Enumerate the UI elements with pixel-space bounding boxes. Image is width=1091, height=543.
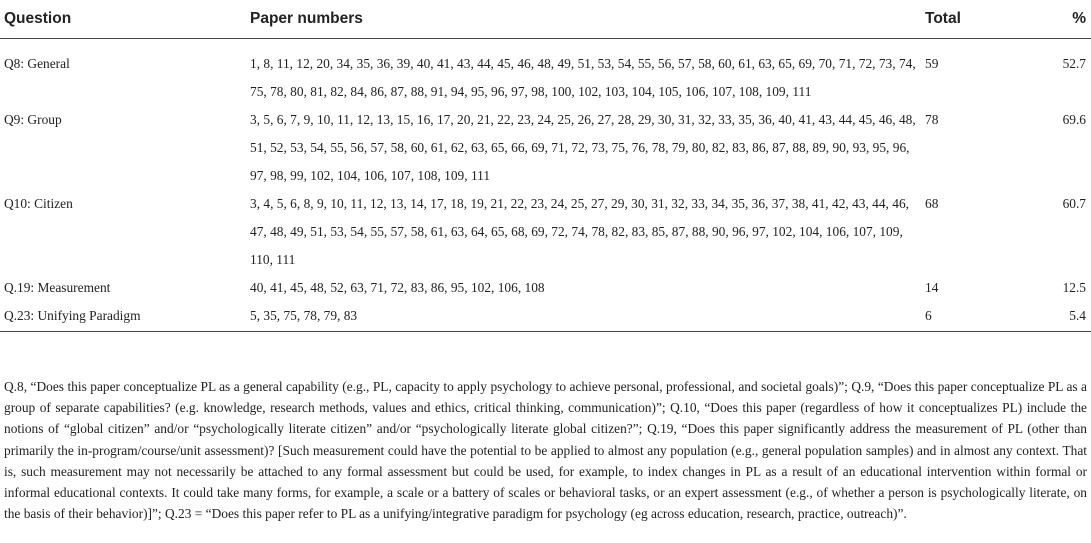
row-question: Q8: General [4,56,70,71]
row-percent: 69.6 [1062,112,1086,127]
row-question: Q.23: Unifying Paradigm [0,302,250,332]
row-percent: 12.5 [1062,280,1086,295]
table-row [0,190,1091,274]
row-paper-numbers: 3, 4, 5, 6, 8, 9, 10, 11, 12, 13, 14, 17, 18, 19, 21, 22, 23, 24, 25, 27, 29, 30, 31, 32, 33, 34, 35, 36, 37, 38, 41, 42, 43, 44, 46, 47, 48, 49, 51, 53, 54, 55, 57, 58, 61, 63, 64, 65, 68, 69, 72, 74, 78, 82, 83, 85, 87, 88, 90, 96, 97, 102, 104, 106, 107, 109, 110, 111 [250,196,909,267]
row-paper-numbers: 1, 8, 11, 12, 20, 34, 35, 36, 39, 40, 41, 43, 44, 45, 46, 48, 49, 51, 53, 54, 55, 56, 57, 58, 60, 61, 63, 65, 69, 70, 71, 72, 73, 74, 75, 78, 80, 81, 82, 84, 86, 87, 88, 91, 94, 95, 96, 97, 98, 100, 102, 103, 104, 105, 106, 107, 108, 109, 111 [250,56,916,99]
row-percent: 60.7 [1062,196,1086,211]
row-paper-numbers: 5, 35, 75, 78, 79, 83 [250,302,925,332]
row-percent: 5.4 [1033,302,1091,332]
row-question: Q10: Citizen [4,196,73,211]
row-total: 14 [925,280,939,295]
row-percent: 52.7 [1062,56,1086,71]
row-paper-numbers: 40, 41, 45, 48, 52, 63, 71, 72, 83, 86, 95, 102, 106, 108 [250,280,545,295]
header-percent: % [1033,0,1091,39]
header-total: Total [925,0,1033,39]
header-question: Question [0,0,250,39]
row-total: 59 [925,56,939,71]
table-footnote: Q.8, “Does this paper conceptualize PL as a general capability (e.g., PL, capacity to apply psychology to achieve personal, professional, and societal goals)”; Q.9, “Does this paper conceptualize PL as a group of separate capabilities? (e.g. knowledge, research methods, values and ethics, critical thinking, communication)”; Q.10, “Does this paper (regardless of how it conceptualizes PL) include the notions of “global citizen” and/or “psychologically literate citizen” and/or “psychologically literate global citizen?”; Q.19, “Does this paper significantly address the measurement of PL (other than primarily the in-program/course/unit assessment)? [Such measurement could have the potential to be applied to almost any population (e.g., general population samples) and in almost any context. That is, such measurement may not necessarily be attached to any formal assessment but could be used, for example, to index changes in PL as a result of an educational intervention within formal or informal educational contexts. It could take many forms, for example, a scale or a battery of scales or behavioral tasks, or an expert assessment (e.g., of whether a person is psychologically literate, on the basis of their behavior)]”; Q.23 = “Does this paper refer to PL as a unifying/integrative paradigm for psychology (eg across education, research, practice, outreach)”. [4,379,1087,522]
table-row [0,274,1091,302]
header-paper-numbers: Paper numbers [250,0,925,39]
row-total: 6 [925,302,1033,332]
row-paper-numbers: 3, 5, 6, 7, 9, 10, 11, 12, 13, 15, 16, 17, 20, 21, 22, 23, 24, 25, 26, 27, 28, 29, 30, 31, 32, 33, 35, 36, 40, 41, 43, 44, 45, 46, 48, 51, 52, 53, 54, 55, 56, 57, 58, 60, 61, 62, 63, 65, 66, 69, 71, 72, 73, 75, 76, 78, 79, 80, 82, 83, 86, 87, 88, 89, 90, 93, 95, 96, 97, 98, 99, 102, 104, 106, 107, 108, 109, 111 [250,112,916,183]
row-total: 68 [925,196,939,211]
row-question: Q9: Group [4,112,62,127]
table-header-row [0,0,1091,39]
table-row [0,39,1091,107]
row-total: 78 [925,112,939,127]
row-question: Q.19: Measurement [4,280,111,295]
table-row [0,106,1091,190]
table-row [0,302,1091,332]
